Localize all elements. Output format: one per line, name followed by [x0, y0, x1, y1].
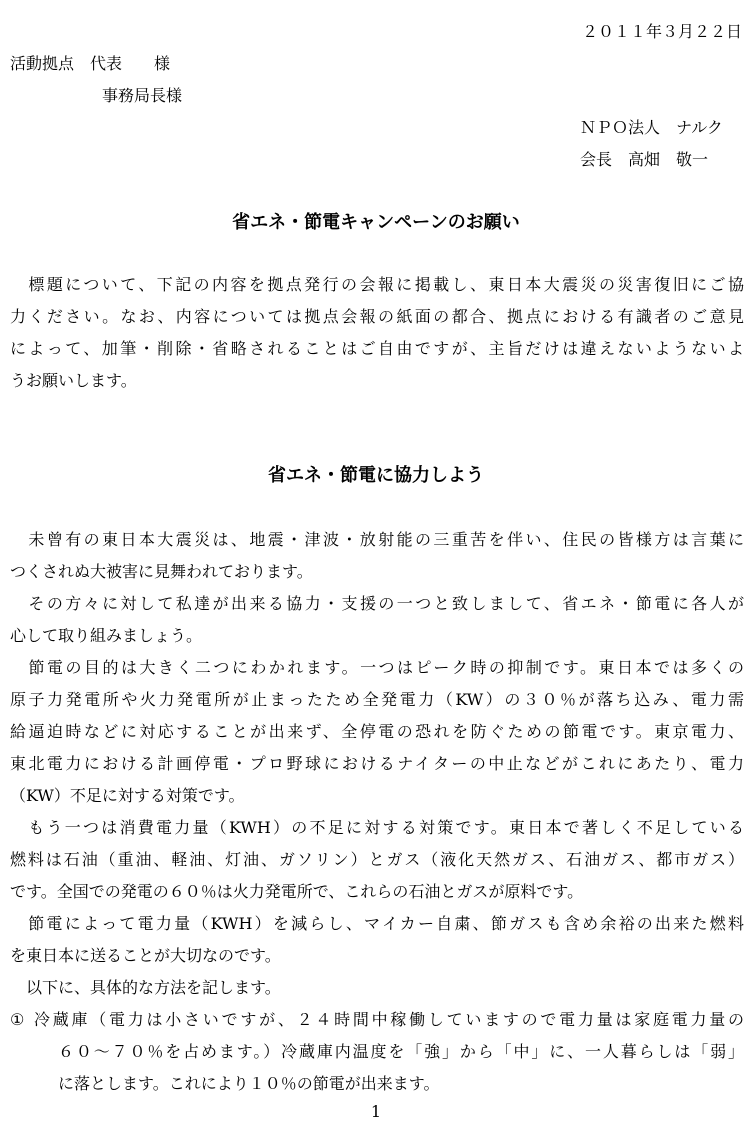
article-line: です。全国での発電の６０％は火力発電所で、これらの石油とガスが原料です。	[10, 882, 584, 901]
sender-org: ＮＰＯ法人 ナルク	[580, 118, 723, 137]
page-number: 1	[370, 1102, 382, 1121]
list-item-marker: ①	[10, 1010, 25, 1029]
list-item-line: 冷蔵庫（電力は小さいですが、２４時間中稼働していますので電力量は家庭電力量の	[34, 1010, 744, 1029]
article-line: 燃料は石油（重油、軽油、灯油、ガソリン）とガス（液化天然ガス、石油ガス、都市ガス）	[10, 850, 744, 869]
sender-name: 会長 高畑 敬一	[580, 150, 709, 169]
article-line: を東日本に送ることが大切なのです。	[10, 946, 281, 965]
request-title: 省エネ・節電キャンペーンのお願い	[232, 212, 520, 233]
article-line: 原子力発電所や火力発電所が止まったため全発電力（KW）の３０％が落ち込み、電力需	[10, 690, 744, 709]
request-line: うお願いします。	[10, 371, 137, 390]
article-line: その方々に対して私達が出来る協力・支援の一つと致しまして、省エネ・節電に各人が	[10, 594, 744, 613]
article-line: 東北電力における計画停電・プロ野球におけるナイターの中止などがこれにあたり、電力	[10, 754, 744, 773]
article-line: もう一つは消費電力量（KWH）の不足に対する対策です。東日本で著しく不足している	[10, 818, 744, 837]
request-line: 力ください。なお、内容については拠点会報の紙面の都合、拠点における有識者のご意見	[10, 307, 744, 326]
article-line: （KW）不足に対する対策です。	[10, 786, 245, 805]
article-line: 節電によって電力量（KWH）を減らし、マイカー自粛、節ガスも含め余裕の出来た燃料	[10, 914, 744, 933]
request-line: 標題について、下記の内容を拠点発行の会報に掲載し、東日本大震災の災害復旧にご協	[10, 275, 744, 294]
article-line: 以下に、具体的な方法を記します。	[10, 978, 281, 997]
recipient-line-2: 事務局長様	[102, 86, 183, 105]
list-item-line: に落とします。これにより１０％の節電が出来ます。	[58, 1074, 440, 1093]
article-title: 省エネ・節電に協力しよう	[268, 465, 484, 486]
article-line: 給逼迫時などに対応することが出来ず、全停電の恐れを防ぐための節電です。東京電力、	[10, 722, 744, 741]
request-line: によって、加筆・削除・省略されることはご自由ですが、主旨だけは違えないようないよ	[10, 339, 744, 358]
date: ２０１１年３月２２日	[581, 22, 742, 41]
article-line: 心して取り組みましょう。	[10, 626, 203, 645]
article-line: 節電の目的は大きく二つにわかれます。一つはピーク時の抑制です。東日本では多くの	[10, 658, 744, 677]
article-line: つくされぬ大被害に見舞われております。	[10, 562, 313, 581]
recipient-line-1: 活動拠点 代表 様	[10, 54, 171, 73]
article-line: 未曾有の東日本大震災は、地震・津波・放射能の三重苦を伴い、住民の皆様方は言葉に	[10, 530, 744, 549]
list-item-line: ６０～７０％を占めます。）冷蔵庫内温度を「強」から「中」に、一人暮らしは「弱」	[58, 1042, 744, 1061]
